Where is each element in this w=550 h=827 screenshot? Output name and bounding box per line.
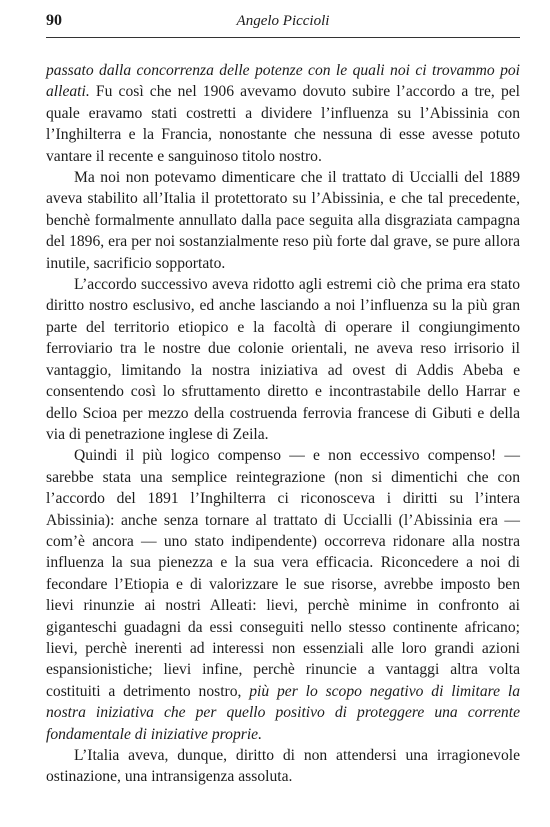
paragraph bbox=[46, 745, 520, 788]
page-number: 90 bbox=[46, 12, 62, 29]
paragraph bbox=[46, 274, 520, 445]
text-segment: Fu così che nel 1906 avevamo dovuto subire l’accordo a tre, pel quale eravamo stati costretti a dividere l’influenza su l’Abissinia con l’Inghilterra e la Francia, nonostante che nessuna di esse avesse potuto vantare il recente e sanguinoso titolo nostro. bbox=[46, 83, 520, 165]
text-segment: L’Italia aveva, dunque, diritto di non attendersi una irragionevole ostinazione, una intransigenza assoluta. bbox=[46, 747, 520, 786]
running-title: Angelo Piccioli bbox=[236, 13, 330, 29]
text-segment: passato dalla concorrenza delle potenze con le quali noi ci trovammo poi alleati. bbox=[46, 62, 520, 101]
text-segment: Ma noi non potevamo dimenticare che il trattato di Uccialli del 1889 aveva stabilito all’Italia il protettorato su l’Abissinia, e che tal precedente, benchè formalmente annullato dalla pace seguita alla disgraziata campagna del 1896, era per noi sostanzialmente reso più forte dal grave, se pure allora inutile, sacrificio sopportato. bbox=[46, 169, 520, 272]
paragraph bbox=[46, 167, 520, 274]
paragraph bbox=[46, 60, 520, 167]
text-segment: L’accordo successivo aveva ridotto agli estremi ciò che prima era stato diritto nostro esclusivo, ed anche lasciando a noi l’influenza su la più gran parte del territorio etiopico e la facoltà di operare il congiungimento ferroviario tra le nostre due colonie orientali, ne aveva reso irrisorio il vantaggio, limitando la nostra iniziativa ad ovest di Addis Abeba e consentendo così lo sfruttamento diretto e incontrastabile dello Harrar e dello Scioa per mezzo della costruenda ferrovia francese di Gibuti e della via di penetrazione inglese di Zeila. bbox=[46, 276, 520, 443]
text-segment: Quindi il più logico compenso — e non eccessivo compenso! — sarebbe stata una semplice reintegrazione (non si dimentichi che con l’accordo del 1891 l’Inghilterra ci riconosceva i diritti su l’intera Abissinia): anche senza tornare al trattato di Uccialli (l’Abissinia era — com’è ancora — uno stato indipendente) occorreva ridonare alla nostra influenza la sua pienezza e la sua vera efficacia. Riconcedere a noi di fecondare l’Etiopia e di valorizzare le sue risorse, avrebbe imposto ben lievi rinunzie ai nostri Alleati: lievi, perchè minime in confronto ai giganteschi guadagni da essi conseguiti nello stesso continente africano; lievi, perchè inerenti ad interessi non essenziali alle loro grandi azioni espansionistiche; lievi infine, perchè rinuncie a vantaggi altra volta costituiti a detrimento nostro, bbox=[46, 447, 520, 700]
text-segment: più per lo scopo negativo di limitare la nostra iniziativa che per quello positivo di proteggere una corrente fondamentale di iniziative proprie. bbox=[46, 682, 521, 743]
page-header bbox=[46, 12, 520, 34]
header-rule bbox=[46, 37, 520, 38]
paragraph bbox=[46, 445, 520, 745]
body-text bbox=[46, 60, 520, 788]
